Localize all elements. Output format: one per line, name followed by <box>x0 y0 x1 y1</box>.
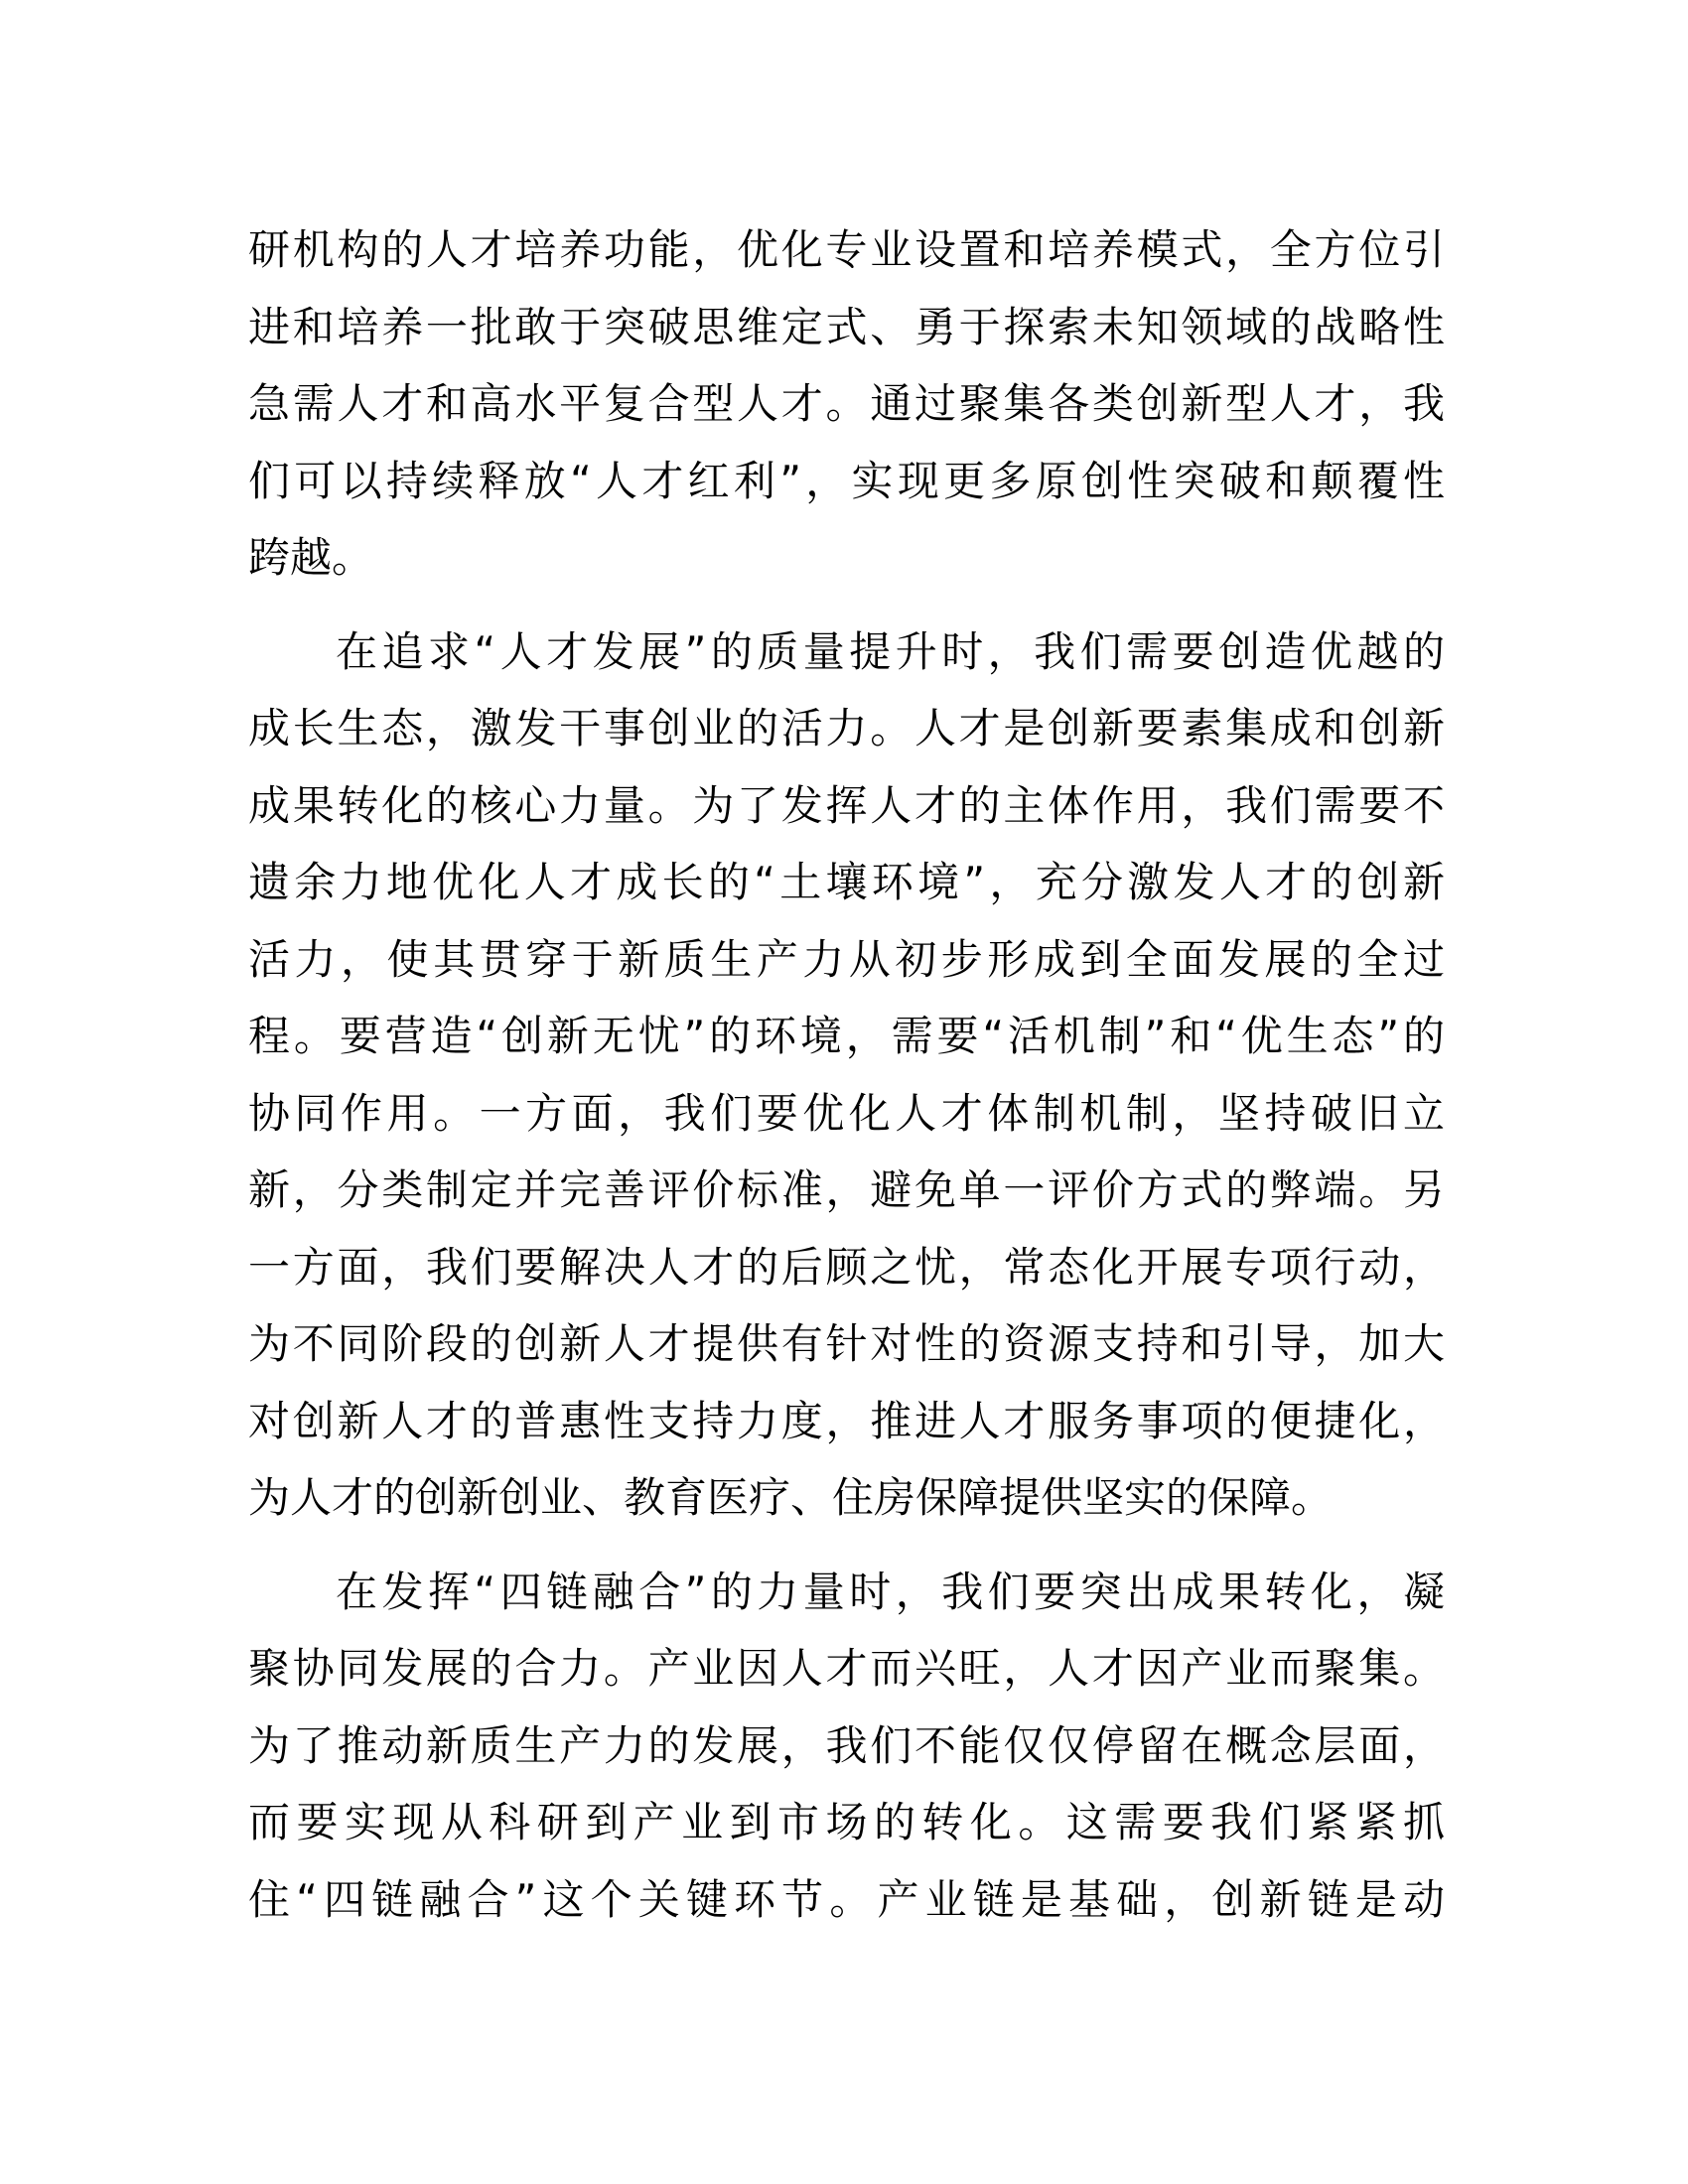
text-line: 对创新人才的普惠性支持力度，推进人才服务事项的便捷化， <box>248 1396 1445 1445</box>
paragraph-1 <box>248 211 1445 597</box>
paragraph-2 <box>248 614 1445 1537</box>
text-line: 在发挥“四链融合”的力量时，我们要突出成果转化，凝 <box>336 1567 1445 1616</box>
text-line: 为不同阶段的创新人才提供有针对性的资源支持和引导，加大 <box>248 1319 1445 1368</box>
text-line: 急需人才和高水平复合型人才。通过聚集各类创新型人才，我 <box>248 379 1445 428</box>
text-line: 研机构的人才培养功能，优化专业设置和培养模式，全方位引 <box>248 225 1445 274</box>
text-line: 住“四链融合”这个关键环节。产业链是基础，创新链是动 <box>248 1874 1445 1924</box>
text-line: 成长生态，激发干事创业的活力。人才是创新要素集成和创新 <box>248 704 1445 752</box>
text-line: 为了推动新质生产力的发展，我们不能仅仅停留在概念层面， <box>248 1720 1445 1770</box>
paragraph-3 <box>248 1554 1445 1939</box>
text-line: 进和培养一批敢于突破思维定式、勇于探索未知领域的战略性 <box>248 302 1445 351</box>
text-line: 协同作用。一方面，我们要优化人才体制机制，坚持破旧立 <box>248 1088 1445 1138</box>
document-page <box>248 211 1445 1955</box>
text-line: 们可以持续释放“人才红利”，实现更多原创性突破和颠覆性 <box>248 456 1445 505</box>
text-line: 成果转化的核心力量。为了发挥人才的主体作用，我们需要不 <box>248 780 1445 830</box>
text-line: 遗余力地优化人才成长的“土壤环境”，充分激发人才的创新 <box>248 858 1445 906</box>
text-line: 活力，使其贯穿于新质生产力从初步形成到全面发展的全过 <box>248 934 1445 984</box>
text-line: 程。要营造“创新无忧”的环境，需要“活机制”和“优生态”的 <box>248 1012 1445 1060</box>
text-line: 跨越。 <box>248 533 374 582</box>
text-line: 在追求“人才发展”的质量提升时，我们需要创造优越的 <box>336 626 1445 676</box>
text-line: 新，分类制定并完善评价标准，避免单一评价方式的弊端。另 <box>248 1165 1445 1214</box>
text-line: 而要实现从科研到产业到市场的转化。这需要我们紧紧抓 <box>248 1798 1445 1846</box>
text-line: 聚协同发展的合力。产业因人才而兴旺，人才因产业而聚集。 <box>248 1644 1445 1693</box>
text-line: 一方面，我们要解决人才的后顾之忧，常态化开展专项行动， <box>248 1242 1445 1292</box>
text-line: 为人才的创新创业、教育医疗、住房保障提供坚实的保障。 <box>248 1473 1334 1522</box>
